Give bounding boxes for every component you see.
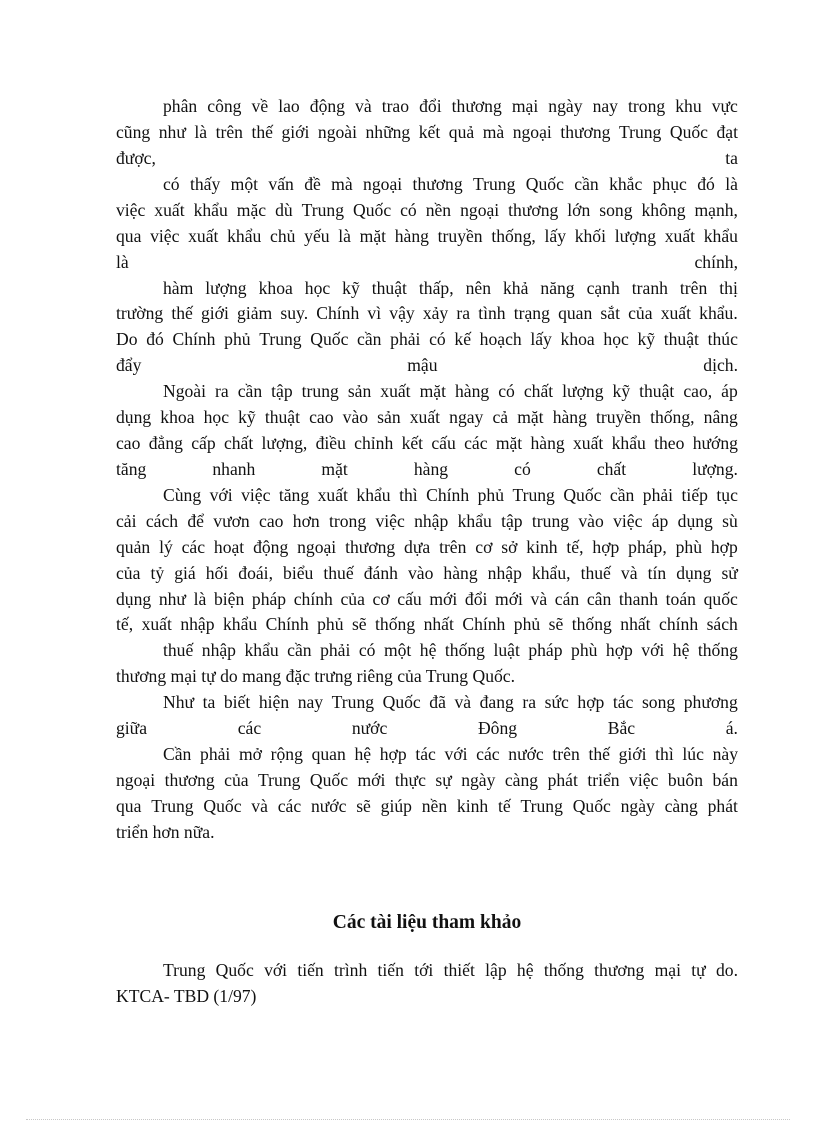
- text-line: cao đẳng cấp chất lượng, điều chỉnh kết cấu các mặt hàng xuất khẩu theo hướng: [116, 433, 738, 453]
- text-line: cũng như là trên thế giới ngoài những kết quả mà ngoại thương Trung Quốc đạt: [116, 122, 738, 142]
- text-line: thuế nhập khẩu cần phải có một hệ thống luật pháp phù hợp với hệ thống: [163, 640, 738, 660]
- text-line: qua Trung Quốc và các nước sẽ giúp nền kinh tế Trung Quốc ngày càng phát: [116, 796, 738, 816]
- text-line: đẩy mậu dịch.: [116, 355, 738, 375]
- text-line: có thấy một vấn đề mà ngoại thương Trung Quốc cần khắc phục đó là: [163, 174, 738, 194]
- text-line: giữa các nước Đông Bắc á.: [116, 718, 738, 738]
- text-line: ngoại thương của Trung Quốc mới thực sự ngày càng phát triển việc buôn bán: [116, 770, 738, 790]
- text-line: Do đó Chính phủ Trung Quốc cần phải có kế hoạch lấy khoa học kỹ thuật thúc: [116, 329, 738, 349]
- text-line: qua việc xuất khẩu chủ yếu là mặt hàng truyền thống, lấy khối lượng xuất khẩu: [116, 226, 738, 246]
- text-line: trường thế giới giảm suy. Chính vì vậy xảy ra tình trạng quan sắt của xuất khẩu.: [116, 303, 738, 323]
- text-line: thương mại tự do mang đặc trưng riêng của Trung Quốc.: [116, 666, 516, 686]
- text-line: Ngoài ra cần tập trung sản xuất mặt hàng có chất lượng kỹ thuật cao, áp: [163, 381, 738, 401]
- text-line: dụng như là biện pháp chính của cơ cấu mới đổi mới và cán cân thanh toán quốc: [116, 589, 738, 609]
- footer-divider: [26, 1119, 790, 1120]
- text-line: là chính,: [116, 252, 738, 272]
- text-line: việc xuất khẩu mặc dù Trung Quốc có nền ngoại thương lớn song không mạnh,: [116, 200, 738, 220]
- text-line: Cùng với việc tăng xuất khẩu thì Chính phủ Trung Quốc cần phải tiếp tục: [163, 485, 738, 505]
- text-line: hàm lượng khoa học kỹ thuật thấp, nên khả năng cạnh tranh trên thị: [163, 278, 738, 298]
- text-line: triển hơn nữa.: [116, 822, 215, 842]
- text-line: tăng nhanh mặt hàng có chất lượng.: [116, 459, 738, 479]
- references-heading: Các tài liệu tham khảo: [332, 912, 522, 933]
- text-line: dụng khoa học kỹ thuật cao vào sản xuất ngay cả mặt hàng truyền thống, nâng: [116, 407, 738, 427]
- text-line: quản lý các hoạt động ngoại thương dựa trên cơ sở kinh tế, hợp pháp, phù hợp: [116, 537, 738, 557]
- text-line: Cần phải mở rộng quan hệ hợp tác với các nước trên thế giới thì lúc này: [163, 744, 738, 764]
- text-line: phân công về lao động và trao đổi thương mại ngày nay trong khu vực: [163, 96, 738, 116]
- text-line: tế, xuất nhập khẩu Chính phủ sẽ thống nhất Chính phủ sẽ thống nhất chính sách: [116, 614, 738, 634]
- reference-line: KTCA- TBD (1/97): [116, 986, 257, 1006]
- text-line: được, ta: [116, 148, 738, 168]
- text-line: cải cách để vươn cao hơn trong việc nhập khẩu tập trung vào việc áp dụng sù: [116, 511, 738, 531]
- text-line: Như ta biết hiện nay Trung Quốc đã và đang ra sức hợp tác song phương: [163, 692, 738, 712]
- text-line: của tỷ giá hối đoái, biểu thuế đánh vào hàng nhập khẩu, thuế và tín dụng sử: [116, 563, 738, 583]
- reference-line: Trung Quốc với tiến trình tiến tới thiết lập hệ thống thương mại tự do.: [163, 960, 738, 980]
